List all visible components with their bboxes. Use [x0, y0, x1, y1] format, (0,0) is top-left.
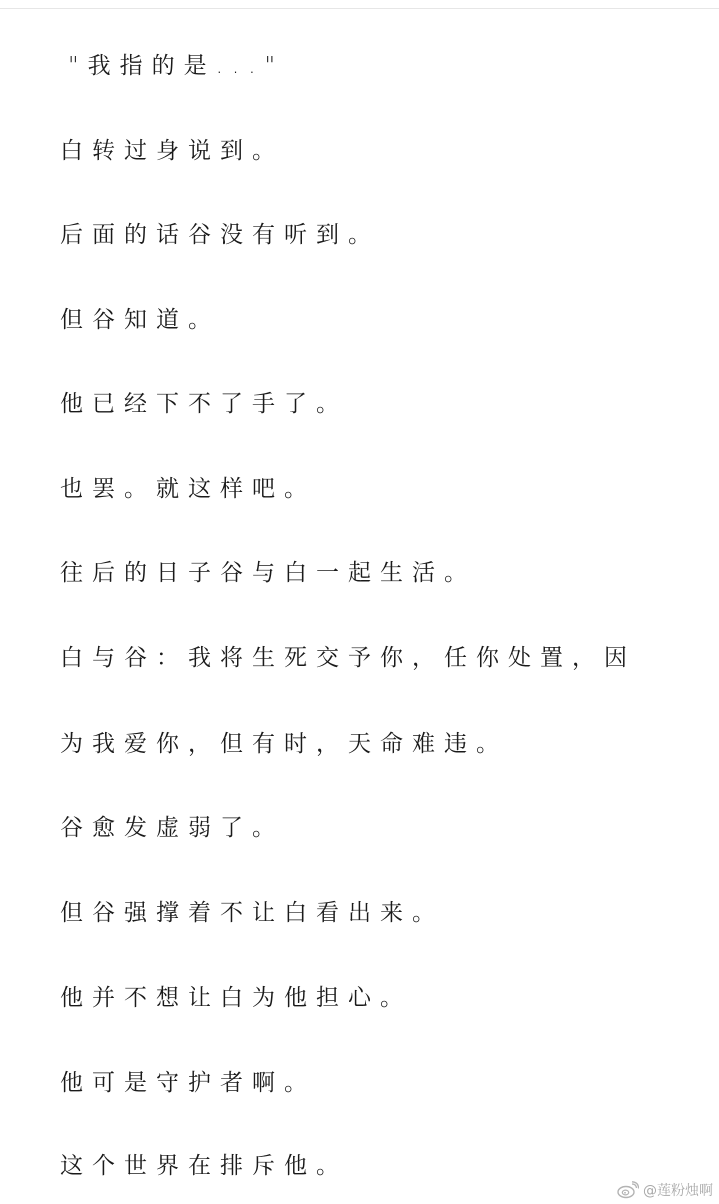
paragraph-line: 谷愈发虚弱了。 [60, 815, 284, 841]
weibo-icon [617, 1181, 639, 1199]
paragraph-line: 他已经下不了手了。 [60, 391, 348, 417]
paragraph-line: 但谷知道。 [60, 307, 220, 333]
paragraph-line: 但谷强撑着不让白看出来。 [60, 900, 444, 926]
paragraph-line: 为我爱你，但有时，天命难违。 [60, 731, 508, 757]
paragraph-line: 后面的话谷没有听到。 [60, 222, 380, 248]
watermark-text: @莲粉烛啊 [643, 1183, 713, 1199]
paragraph-line: 他可是守护者啊。 [60, 1070, 316, 1096]
paragraph-line: 也罢。就这样吧。 [60, 476, 316, 502]
paragraph-line: 往后的日子谷与白一起生活。 [60, 560, 476, 586]
paragraph-line: "我指的是..." [68, 53, 285, 79]
paragraph-line: 他并不想让白为他担心。 [60, 985, 412, 1011]
watermark [617, 1180, 713, 1200]
paragraph-line: 白转过身说到。 [60, 138, 284, 164]
top-divider [0, 8, 719, 9]
paragraph-line: 白与谷：我将生死交予你，任你处置，因 [60, 645, 636, 671]
paragraph-line: 这个世界在排斥他。 [60, 1153, 348, 1179]
